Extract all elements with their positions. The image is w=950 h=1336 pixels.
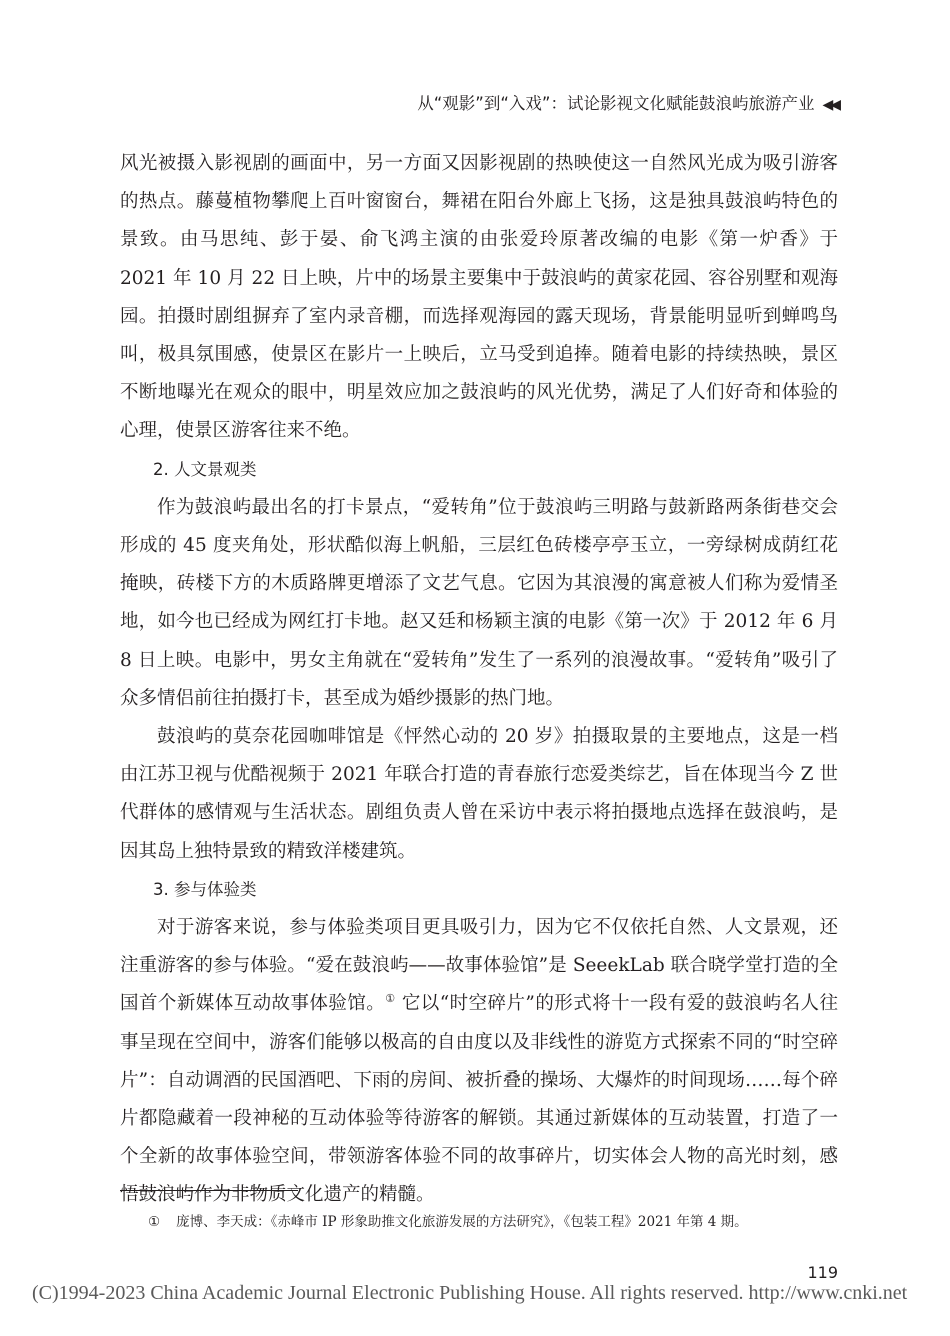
running-header-title: 从“观影”到“入戏”：试论影视文化赋能鼓浪屿旅游产业: [417, 94, 815, 113]
page-number: 119: [807, 1263, 838, 1282]
footnote-reference: ①: [385, 992, 396, 1006]
double-left-arrow-icon: ◀◀: [822, 97, 838, 113]
paragraph-love-corner: 作为鼓浪屿最出名的打卡景点，“爱转角”位于鼓浪屿三明路与鼓新路两条街巷交会形成的 45 度夹角处，形状酷似海上帆船，三层红色砖楼亭亭玉立，一旁绿树成荫红花掩映，砖楼下方的木质路牌更增添了文艺气息。它因为其浪漫的寓意被人们称为爱情圣地，如今也已经成为网红打卡地。赵又廷和杨颖主演的电影《第一次》于 2012 年 6 月 8 日上映。电影中，男女主角就在“爱转角”发生了一系列的浪漫故事。“爱转角”吸引了众多情侣前往拍摄打卡，甚至成为婚纱摄影的热门地。: [120, 496, 838, 709]
paragraph-natural-scenery: 风光被摄入影视剧的画面中，另一方面又因影视剧的热映使这一自然风光成为吸引游客的热点。藤蔓植物攀爬上百叶窗窗台，舞裙在阳台外廊上飞扬，这是独具鼓浪屿特色的景致。由马思纯、彭于晏、俞飞鸿主演的由张爱玲原著改编的电影《第一炉香》于 2021 年 10 月 22 日上映，片中的场景主要集中于鼓浪屿的黄家花园、容谷别墅和观海园。拍摄时剧组摒弃了室内录音棚，而选择观海园的露天现场，背景能明显听到蝉鸣鸟叫，极具氛围感，使景区在影片一上映后，立马受到追捧。随着电影的持续热映，景区不断地曝光在观众的眼中，明星效应加之鼓浪屿的风光优势，满足了人们好奇和体验的心理，使景区游客往来不绝。: [120, 153, 838, 442]
footnote-mark: ①: [148, 1214, 161, 1230]
paragraph-story-museum-part2: 它以“时空碎片”的形式将十一段有爱的鼓浪屿名人往事呈现在空间中，游客们能够以极高的自由度以及非线性的游览方式探索不同的“时空碎片”：自动调酒的民国酒吧、下雨的房间、被折叠的操场、大爆炸的时间现场……每个碎片都隐藏着一段神秘的互动体验等待游客的解锁。其通过新媒体的互动装置，打造了一个全新的故事体验空间，带领游客体验不同的故事碎片，切实体会人物的高光时刻，感悟鼓浪屿作为非物质文化遗产的精髓。: [120, 993, 838, 1206]
footnote-divider: [120, 1190, 298, 1191]
section-heading-cultural-landscape: 2. 人文景观类: [153, 459, 257, 479]
paragraph-monet-garden: 鼓浪屿的莫奈花园咖啡馆是《怦然心动的 20 岁》拍摄取景的主要地点，这是一档由江苏卫视与优酷视频于 2021 年联合打造的青春旅行恋爱类综艺，旨在体现当今 Z 世代群体的感情观与生活状态。剧组负责人曾在采访中表示将拍摄地点选择在鼓浪屿，是因其岛上独特景致的精致洋楼建筑。: [120, 726, 838, 862]
paragraph-story-museum: [120, 909, 838, 1215]
section-heading-participation: 3. 参与体验类: [153, 879, 257, 899]
copyright-notice: (C)1994-2023 China Academic Journal Electronic Publishing House. All rights reserved. http://www.cnki.net: [32, 1282, 908, 1304]
paragraph-story-museum-part1: 对于游客来说，参与体验类项目更具吸引力，因为它不仅依托自然、人文景观，还注重游客的参与体验。“爱在鼓浪屿——故事体验馆”是 SeeekLab 联合晓学堂打造的全国首个新媒体互动故事体验馆。: [120, 917, 838, 1015]
footnote: [148, 1212, 838, 1232]
running-header: [0, 90, 838, 114]
footnote-text: 庞博、李天成：《赤峰市 IP 形象助推文化旅游发展的方法研究》，《包装工程》2021 年第 4 期。: [176, 1214, 748, 1230]
article-body: [120, 145, 838, 1215]
